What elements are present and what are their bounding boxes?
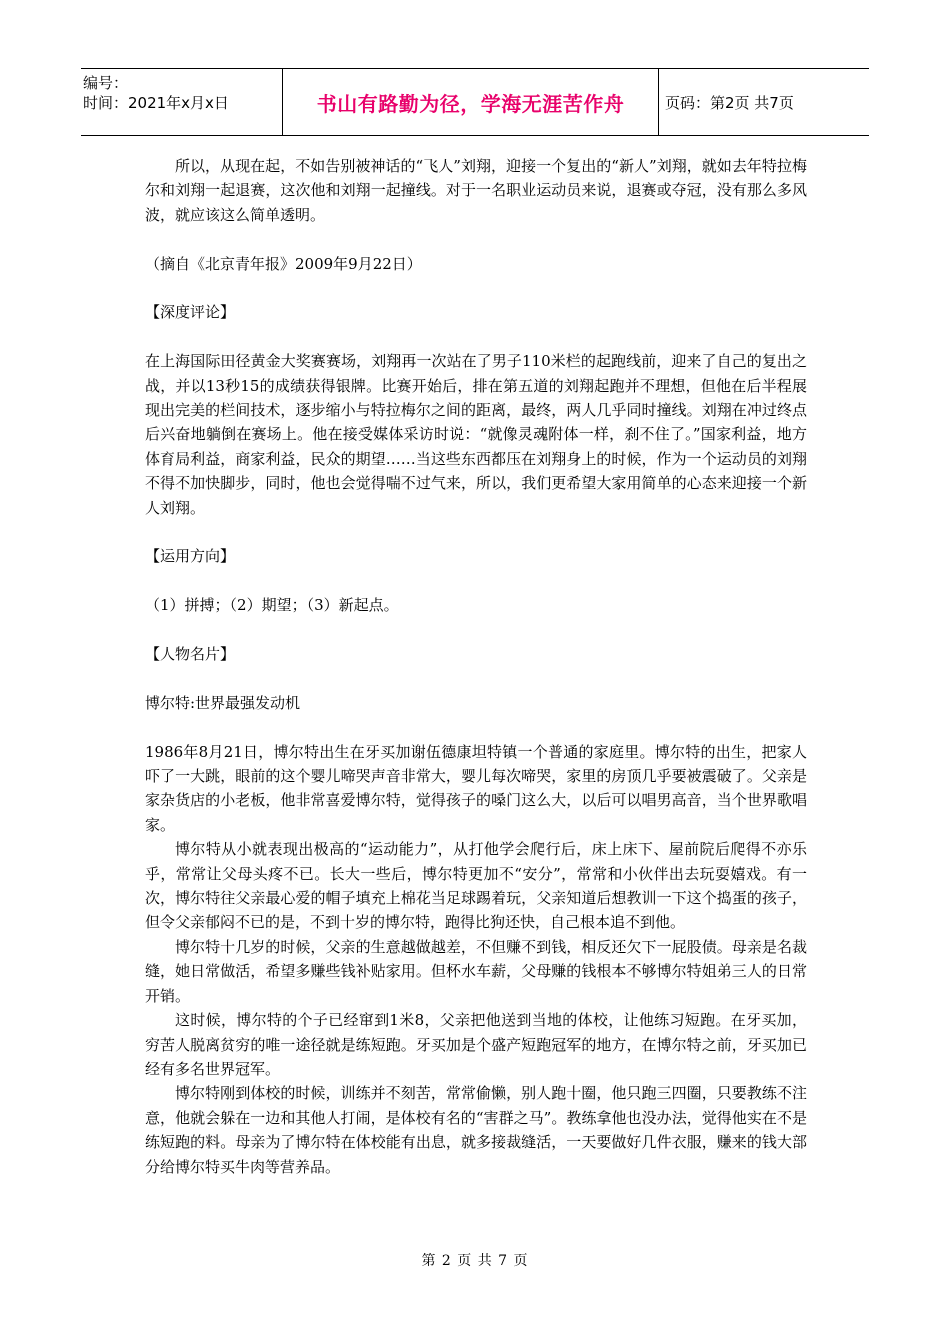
- section-heading-commentary: 【深度评论】: [145, 303, 236, 322]
- profile-title: 博尔特:世界最强发动机: [145, 693, 301, 712]
- page-header: [81, 68, 869, 136]
- paragraph-bolt-school: 这时候，博尔特的个子已经窜到1米8，父亲把他送到当地的体校，让他练习短跑。在牙买加，穷苦人脱离贫穷的唯一途径就是练短跑。牙买加是个盛产短跑冠军的地方，在博尔特之前，牙买加已经有多名世界冠军。: [145, 1011, 807, 1078]
- page-footer: 第 2 页 共 7 页: [421, 1253, 529, 1269]
- paragraph-conclusion: 所以，从现在起，不如告别被神话的“飞人”刘翔，迎接一个复出的“新人”刘翔，就如去年特拉梅尔和刘翔一起退赛，这次他和刘翔一起撞线。对于一名职业运动员来说，退赛或夺冠，没有那么多风波，就应该这么简单透明。: [145, 157, 807, 224]
- source-citation: （摘自《北京青年报》2009年9月22日）: [145, 254, 422, 273]
- section-heading-application: 【运用方向】: [145, 547, 236, 566]
- header-page-info: 页码：第2页 共7页: [665, 93, 794, 112]
- document-time-label: 时间：2021年x月x日: [83, 94, 229, 112]
- header-meta: [81, 69, 283, 135]
- paragraph-bolt-childhood: 博尔特从小就表现出极高的“运动能力”，从打他学会爬行后，床上床下、屋前院后爬得不亦乐乎，常常让父母头疼不已。长大一些后，博尔特更加不“安分”，常常和小伙伴出去玩耍嬉戏。有一次，博尔特往父亲最心爱的帽子填充上棉花当足球踢着玩，父亲知道后想教训一下这个捣蛋的孩子，但令父亲郁闷不已的是，不到十岁的博尔特，跑得比狗还快，自己根本追不到他。: [145, 840, 807, 932]
- document-number-label: 编号：: [83, 74, 129, 92]
- paragraph-commentary: 在上海国际田径黄金大奖赛赛场，刘翔再一次站在了男子110米栏的起跑线前，迎来了自己的复出之战，并以13秒15的成绩获得银牌。比赛开始后，排在第五道的刘翔起跑并不理想，但他在后半程展现出完美的栏间技术，逐步缩小与特拉梅尔之间的距离，最终，两人几乎同时撞线。刘翔在冲过终点后兴奋地躺倒在赛场上。他在接受媒体采访时说：“就像灵魂附体一样，刹不住了。”国家利益，地方体育局利益，商家利益，民众的期望……当这些东西都压在刘翔身上的时候，作为一个运动员的刘翔不得不加快脚步，同时，他也会觉得喘不过气来，所以，我们更希望大家用简单的心态来迎接一个新人刘翔。: [145, 352, 807, 517]
- paragraph-bolt-birth: 1986年8月21日，博尔特出生在牙买加谢伍德康坦特镇一个普通的家庭里。博尔特的出生，把家人吓了一大跳，眼前的这个婴儿啼哭声音非常大，婴儿每次啼哭，家里的房顶几乎要被震破了。父亲是家杂货店的小老板，他非常喜爱博尔特，觉得孩子的嗓门这么大，以后可以唱男高音，当个世界歌唱家。: [145, 742, 807, 834]
- application-list: （1）拼搏；（2）期望；（3）新起点。: [145, 596, 399, 615]
- section-heading-profile: 【人物名片】: [145, 645, 236, 664]
- paragraph-bolt-family: 博尔特十几岁的时候，父亲的生意越做越差，不但赚不到钱，相反还欠下一屁股债。母亲是名裁缝，她日常做活，希望多赚些钱补贴家用。但杯水车薪，父母赚的钱根本不够博尔特姐弟三人的日常开销。: [145, 937, 807, 1005]
- header-motto: 书山有路勤为径，学海无涯苦作舟: [283, 69, 659, 135]
- paragraph-bolt-training: 博尔特刚到体校的时候，训练并不刻苦，常常偷懒，别人跑十圈，他只跑三四圈，只要教练不注意，他就会躲在一边和其他人打闹，是体校有名的“害群之马”。教练拿他也没办法，觉得他实在不是练短跑的料。母亲为了博尔特在体校能有出息，就多接裁缝活，一天要做好几件衣服，赚来的钱大部分给博尔特买牛肉等营养品。: [145, 1084, 807, 1176]
- document-body: [145, 154, 807, 1179]
